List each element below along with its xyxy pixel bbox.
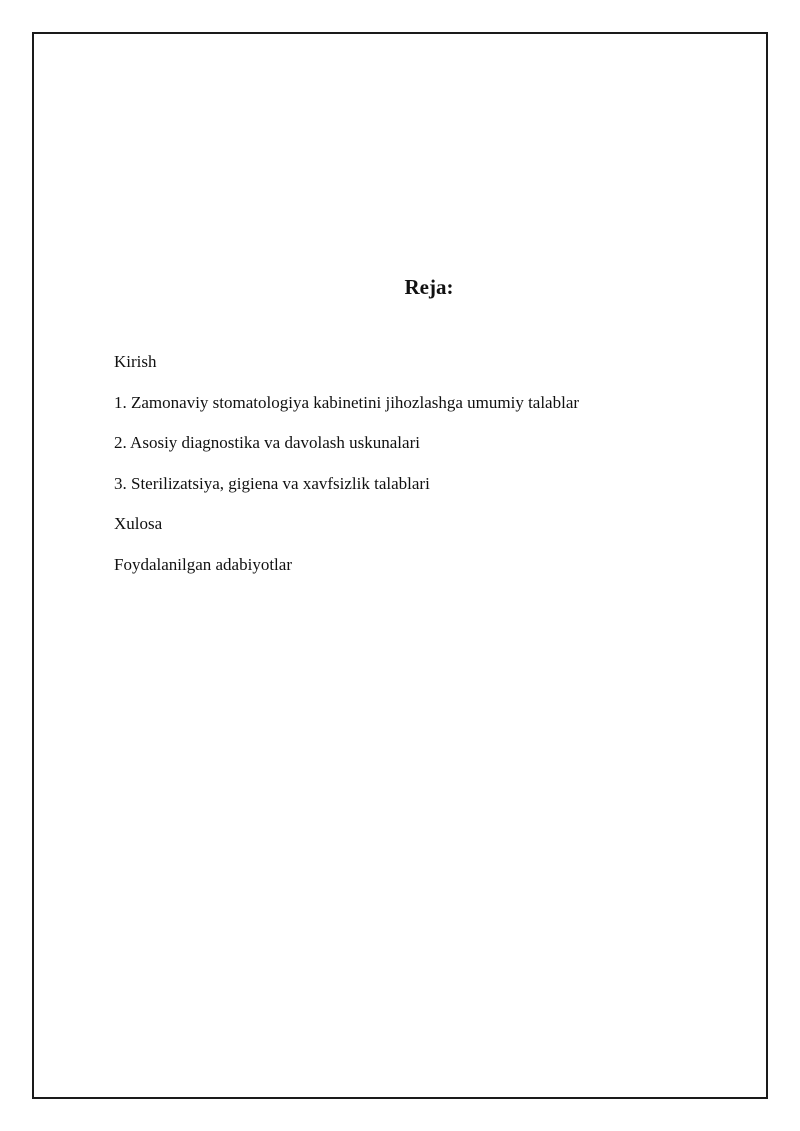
toc-item-section-3: 3. Sterilizatsiya, gigiena va xavfsizlik talablari <box>114 473 430 493</box>
toc-item-section-1: 1. Zamonaviy stomatologiya kabinetini jihozlashga umumiy talablar <box>114 392 580 412</box>
toc-item-introduction: Kirish <box>114 352 157 371</box>
toc-item-references: Foydalanilgan adabiyotlar <box>114 554 292 574</box>
toc-item-conclusion: Xulosa <box>114 514 163 534</box>
table-of-contents <box>114 350 579 594</box>
page-title: Reja: <box>404 275 454 299</box>
toc-item-section-2: 2. Asosiy diagnostika va davolash uskunalari <box>114 433 420 453</box>
